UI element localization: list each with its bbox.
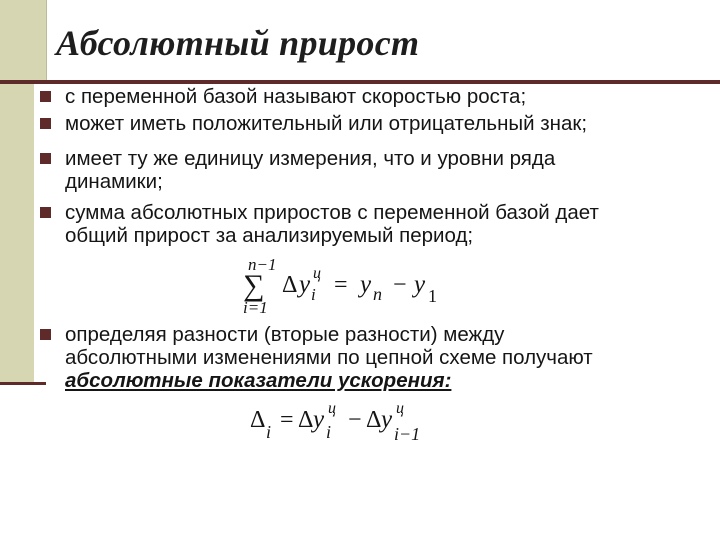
bullet-text-line: определяя разности (вторые разности) между: [65, 323, 505, 346]
delta-symbol: Δ: [250, 407, 266, 433]
superscript-chain: ц: [396, 400, 404, 417]
formula-acceleration: [250, 400, 450, 448]
variable-y: y: [414, 271, 426, 298]
bullet-text-line: общий прирост за анализируемый период;: [65, 224, 474, 247]
bullet-item: [40, 147, 555, 193]
variable-y: y: [313, 406, 325, 433]
bullet-text-line: динамики;: [65, 170, 163, 193]
bullet-marker: [40, 329, 51, 340]
delta-symbol: Δ: [282, 272, 298, 298]
bullet-marker: [40, 91, 51, 102]
bullet-item: [40, 323, 593, 392]
minus-sign: −: [348, 407, 362, 433]
delta-symbol: Δ: [366, 407, 382, 433]
slide-title: Абсолютный прирост: [56, 23, 420, 63]
subscript-n: n: [373, 284, 382, 304]
subscript-one: 1: [428, 286, 437, 306]
variable-y: y: [299, 271, 311, 298]
bullet-marker: [40, 207, 51, 218]
delta-symbol: Δ: [298, 407, 314, 433]
sum-upper-limit: n−1: [248, 255, 277, 274]
variable-y: y: [360, 271, 372, 298]
superscript-chain: ц: [313, 265, 321, 282]
bullet-text-line: может иметь положительный или отрицательный знак;: [65, 112, 588, 135]
bullet-text-line: с переменной базой называют скоростью роста;: [65, 85, 527, 108]
equals-sign: =: [280, 407, 294, 433]
subscript-i: i: [326, 422, 332, 442]
subscript-i: i: [311, 285, 316, 304]
bullet-marker: [40, 153, 51, 164]
bullet-item: [40, 85, 526, 108]
sum-sign: ∑: [243, 269, 265, 302]
variable-y: y: [381, 406, 393, 433]
equals-sign: =: [334, 272, 348, 298]
bullet-item: [40, 112, 587, 135]
bullet-text-line: сумма абсолютных приростов с переменной базой дает: [65, 201, 599, 224]
sum-lower-limit: i=1: [243, 298, 268, 315]
minus-sign: −: [393, 272, 407, 298]
bullet-text-line: абсолютными изменениями по цепной схеме получают: [65, 346, 593, 369]
subscript-i: i: [266, 422, 272, 442]
formula-sum-absolute-growth: [238, 255, 458, 315]
bullet-marker: [40, 118, 51, 129]
bullet-emphasis: абсолютные показатели ускорения:: [65, 369, 452, 392]
bullet-text-line: имеет ту же единицу измерения, что и уровни ряда: [65, 147, 556, 170]
bullet-item: [40, 201, 599, 247]
subscript-i-minus-one: i−1: [394, 424, 421, 444]
superscript-chain: ц: [328, 400, 336, 417]
